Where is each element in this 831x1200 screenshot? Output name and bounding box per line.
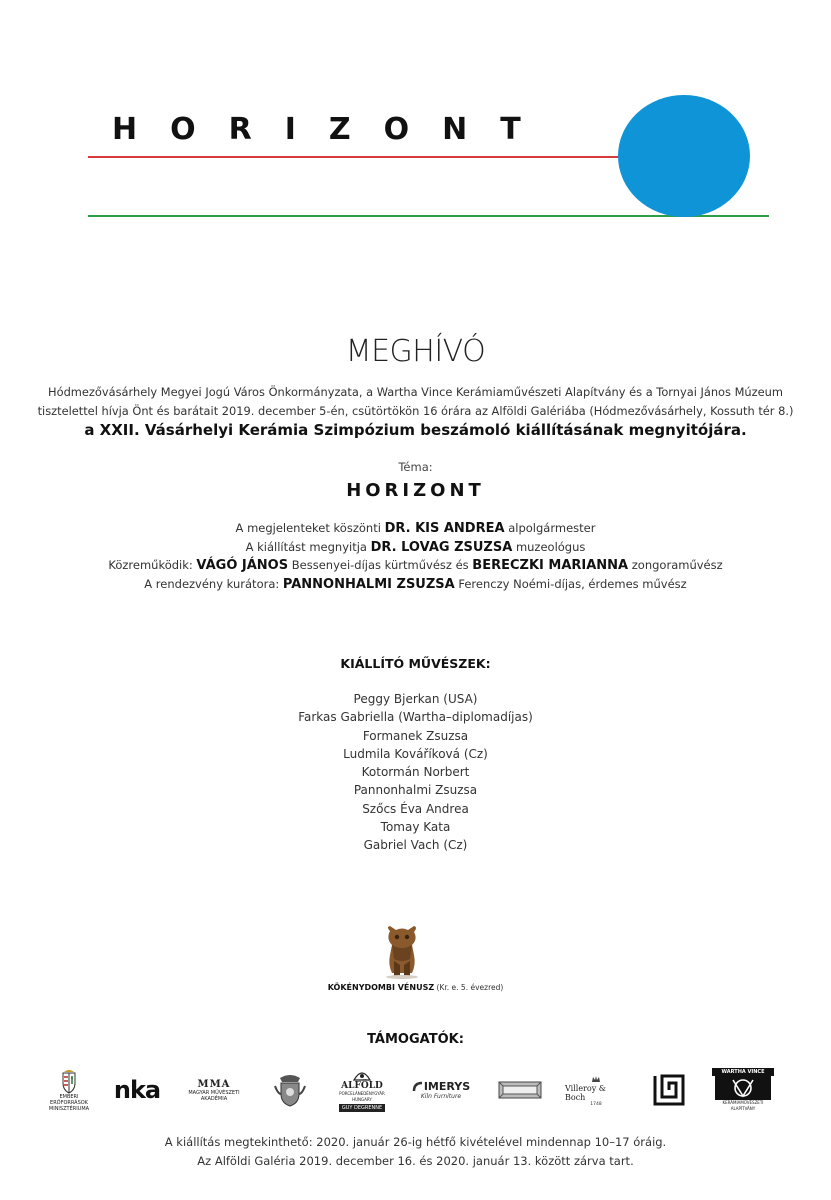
maze-emblem-logo bbox=[648, 1065, 690, 1115]
alfold-porcelain-logo bbox=[335, 1065, 389, 1115]
guy-degrenne-text: GUY DEGRENNE bbox=[339, 1104, 385, 1112]
hungarian-coat-of-arms-icon bbox=[59, 1068, 79, 1094]
artist-item: Gabriel Vach (Cz) bbox=[363, 838, 468, 853]
villeroy-boch-logo bbox=[565, 1065, 627, 1115]
greeting-role: alpolgármester bbox=[508, 521, 596, 535]
performer-role-1: Bessenyei-díjas kürtművész és bbox=[291, 558, 469, 572]
invitation-intro-line-2: tisztelettel hívja Önt és barátait 2019. december 5-én, csütörtökön 16 órára az Alföldi Galériába (Hódmezővásárhely, Kossuth tér 8.) bbox=[37, 404, 794, 418]
alfold-text: ALFÖLD bbox=[341, 1080, 383, 1091]
opening-role: muzeológus bbox=[515, 540, 586, 554]
sponsors-heading: TÁMOGATÓK: bbox=[367, 1032, 464, 1047]
wartha-subtext: KERÁMIAMŰVÉSZETI ALAPÍTVÁNY bbox=[722, 1100, 764, 1111]
wartha-vince-logo bbox=[712, 1065, 774, 1115]
emmi-text: EMBERI ERŐFORRÁSOK MINISZTÉRIUMA bbox=[48, 1094, 90, 1112]
opening-name: DR. LOVAG ZSUZSA bbox=[370, 540, 513, 555]
curator-prefix: A rendezvény kurátora: bbox=[144, 577, 280, 591]
emmi-logo bbox=[45, 1065, 93, 1115]
nka-logo bbox=[108, 1065, 166, 1115]
program-performers bbox=[0, 558, 831, 573]
venus-caption bbox=[0, 983, 831, 992]
imerys-logo bbox=[405, 1065, 477, 1115]
curator-name: PANNONHALMI ZSUZSA bbox=[282, 577, 455, 592]
city-crest-icon bbox=[272, 1072, 308, 1108]
artist-list bbox=[0, 690, 831, 855]
artist-item: Ludmila Kováříková (Cz) bbox=[343, 746, 488, 761]
imerys-subtext: Kiln Furniture bbox=[420, 1093, 462, 1100]
greeting-prefix: A megjelenteket köszönti bbox=[235, 521, 381, 535]
theme-title: HORIZONT bbox=[346, 480, 485, 501]
theme-label: Téma: bbox=[398, 460, 433, 474]
perform-prefix: Közreműködik: bbox=[108, 558, 193, 572]
red-rule bbox=[88, 156, 628, 158]
performer-name-2: BERECZKI MARIANNA bbox=[472, 558, 629, 573]
program-curator bbox=[0, 577, 831, 592]
artist-item: Peggy Bjerkan (USA) bbox=[353, 692, 478, 706]
nka-text: nka bbox=[113, 1076, 161, 1104]
performer-name-1: VÁGÓ JÁNOS bbox=[196, 558, 289, 573]
alfold-emblem-icon bbox=[353, 1069, 371, 1081]
opening-prefix: A kiállítást megnyitja bbox=[245, 540, 367, 554]
artist-item: Formanek Zsuzsa bbox=[362, 728, 469, 743]
artist-item: Farkas Gabriella (Wartha–diplomadíjas) bbox=[298, 710, 533, 725]
mma-logo bbox=[185, 1065, 243, 1115]
imerys-mark-icon bbox=[412, 1081, 424, 1093]
wartha-text: WARTHA VINCE bbox=[712, 1068, 774, 1076]
program-opening bbox=[0, 540, 831, 555]
invitation-heading: MEGHÍVÓ bbox=[345, 334, 486, 369]
greeting-name: DR. KIS ANDREA bbox=[384, 521, 505, 536]
invitation-intro-line-1: Hódmezővásárhely Megyei Jogú Város Önkormányzata, a Wartha Vince Kerámiaművészeti Alapítvány és a Tornyai János Múzeum bbox=[48, 385, 783, 399]
maze-emblem-icon bbox=[652, 1073, 686, 1107]
artist-item: Pannonhalmi Zsuzsa bbox=[353, 783, 478, 798]
invitation-occasion: a XXII. Vásárhelyi Kerámia Szimpózium beszámoló kiállításának megnyitójára. bbox=[84, 421, 747, 439]
venus-note: (Kr. e. 5. évezred) bbox=[436, 983, 504, 992]
tile-company-logo bbox=[494, 1065, 546, 1115]
city-crest-logo bbox=[268, 1065, 312, 1115]
artist-item: Kotormán Norbert bbox=[361, 765, 470, 780]
blue-sun-disc bbox=[618, 95, 750, 217]
footer-opening-hours: A kiállítás megtekinthető: 2020. január 26-ig hétfő kivételével mindennap 10–17 óráig. bbox=[164, 1135, 667, 1149]
villeroy-text: Villeroy & Boch bbox=[565, 1083, 606, 1102]
footer-closure-notice: Az Alföldi Galéria 2019. december 16. és 2020. január 13. között zárva tart. bbox=[197, 1154, 634, 1168]
imerys-text: IMERYS bbox=[423, 1080, 471, 1093]
villeroy-crown-icon bbox=[591, 1074, 601, 1084]
artist-item: Tomay Kata bbox=[380, 820, 451, 835]
mma-text: MAGYAR MŰVÉSZETI AKADÉMIA bbox=[188, 1089, 240, 1102]
alfold-subtext: PORCELÁNEDÉNYGYÁR HUNGARY bbox=[339, 1090, 385, 1102]
venus-statue-image bbox=[380, 925, 424, 979]
curator-role: Ferenczy Noémi-díjas, érdemes művész bbox=[458, 577, 687, 591]
artists-heading: KIÁLLÍTÓ MŰVÉSZEK: bbox=[340, 656, 491, 671]
villeroy-year: 1748 bbox=[590, 1101, 602, 1107]
mma-mark: MMA bbox=[197, 1078, 231, 1090]
green-rule bbox=[88, 215, 769, 217]
program-greeting bbox=[0, 521, 831, 536]
performer-role-2: zongoraművész bbox=[631, 558, 723, 572]
artist-item: Szőcs Éva Andrea bbox=[362, 801, 469, 816]
wartha-monogram-icon bbox=[715, 1076, 771, 1100]
venus-name: KÖKÉNYDOMBI VÉNUSZ bbox=[327, 983, 435, 992]
tile-stack-icon bbox=[497, 1079, 543, 1101]
header-title: HORIZONT bbox=[112, 112, 554, 147]
